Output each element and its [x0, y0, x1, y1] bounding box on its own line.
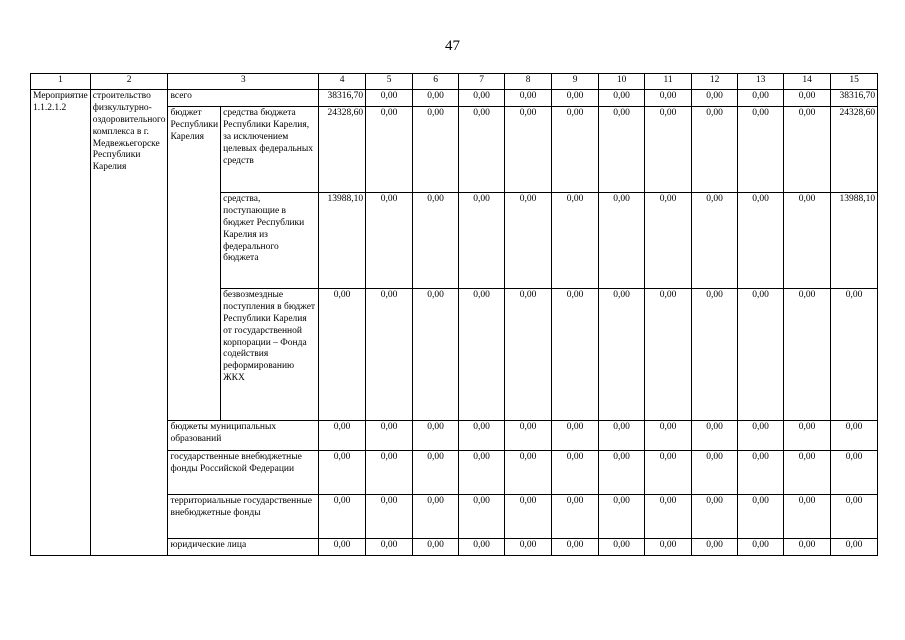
value-cell: 0,00 — [692, 107, 738, 193]
value-cell: 0,00 — [459, 451, 505, 495]
source-label: безвозмездные поступления в бюджет Республики Карелия от государственной корпорации – Фонда содействия реформированию ЖКХ — [221, 289, 319, 421]
value-cell: 0,00 — [505, 451, 552, 495]
value-cell: 0,00 — [738, 289, 784, 421]
value-cell: 0,00 — [738, 193, 784, 289]
value-cell: 38316,70 — [831, 90, 878, 107]
value-cell: 0,00 — [784, 90, 831, 107]
header-cell: 9 — [552, 74, 599, 90]
value-cell: 0,00 — [505, 193, 552, 289]
value-cell: 0,00 — [599, 107, 645, 193]
page-number: 47 — [445, 38, 460, 54]
value-cell: 0,00 — [366, 289, 413, 421]
value-cell: 0,00 — [505, 495, 552, 539]
value-cell: 0,00 — [366, 107, 413, 193]
value-cell: 0,00 — [552, 451, 599, 495]
header-cell: 14 — [784, 74, 831, 90]
value-cell: 0,00 — [738, 421, 784, 451]
header-cell: 15 — [831, 74, 878, 90]
value-cell: 0,00 — [599, 289, 645, 421]
value-cell: 0,00 — [459, 539, 505, 556]
value-cell: 0,00 — [505, 539, 552, 556]
value-cell: 0,00 — [552, 193, 599, 289]
value-cell: 0,00 — [319, 495, 366, 539]
source-label: бюджеты муниципальных образований — [168, 421, 319, 451]
measure-cell: Мероприятие 1.1.2.1.2 — [31, 90, 91, 556]
value-cell: 0,00 — [692, 539, 738, 556]
header-cell: 8 — [505, 74, 552, 90]
source-label: территориальные государственные внебюджетные фонды — [168, 495, 319, 539]
description-cell: строительство физкультурно-оздоровительного комплекса в г. Медвежьегорске Республики Карелия — [90, 90, 168, 556]
value-cell: 0,00 — [645, 90, 692, 107]
header-cell: 3 — [168, 74, 319, 90]
value-cell: 0,00 — [552, 90, 599, 107]
value-cell: 0,00 — [413, 90, 459, 107]
value-cell: 0,00 — [738, 495, 784, 539]
source-label: юридические лица — [168, 539, 319, 556]
value-cell: 0,00 — [645, 495, 692, 539]
value-cell: 24328,60 — [319, 107, 366, 193]
value-cell: 0,00 — [413, 539, 459, 556]
value-cell: 0,00 — [692, 451, 738, 495]
value-cell: 0,00 — [692, 495, 738, 539]
value-cell: 0,00 — [599, 90, 645, 107]
source-label: средства бюджета Республики Карелия, за исключением целевых федеральных средств — [221, 107, 319, 193]
value-cell: 0,00 — [366, 193, 413, 289]
value-cell: 0,00 — [738, 107, 784, 193]
header-cell: 2 — [90, 74, 168, 90]
source-label: средства, поступающие в бюджет Республики Карелия из федерального бюджета — [221, 193, 319, 289]
header-cell: 13 — [738, 74, 784, 90]
value-cell: 0,00 — [366, 539, 413, 556]
budget-table — [30, 73, 878, 556]
value-cell: 0,00 — [784, 421, 831, 451]
value-cell: 0,00 — [645, 107, 692, 193]
value-cell: 0,00 — [692, 90, 738, 107]
value-cell: 0,00 — [599, 451, 645, 495]
value-cell: 0,00 — [459, 107, 505, 193]
header-cell: 7 — [459, 74, 505, 90]
value-cell: 0,00 — [413, 193, 459, 289]
header-cell: 5 — [366, 74, 413, 90]
value-cell: 0,00 — [599, 421, 645, 451]
source-label: государственные внебюджетные фонды Российской Федерации — [168, 451, 319, 495]
header-cell: 10 — [599, 74, 645, 90]
value-cell: 0,00 — [319, 421, 366, 451]
value-cell: 0,00 — [645, 289, 692, 421]
value-cell: 0,00 — [505, 421, 552, 451]
value-cell: 0,00 — [692, 193, 738, 289]
value-cell: 0,00 — [413, 421, 459, 451]
value-cell: 0,00 — [784, 495, 831, 539]
value-cell: 0,00 — [319, 289, 366, 421]
value-cell: 0,00 — [599, 495, 645, 539]
value-cell: 0,00 — [505, 107, 552, 193]
value-cell: 0,00 — [738, 90, 784, 107]
budget-rk-label: бюджет Республики Карелия — [168, 107, 221, 421]
value-cell: 0,00 — [552, 495, 599, 539]
value-cell: 0,00 — [413, 289, 459, 421]
value-cell: 0,00 — [738, 539, 784, 556]
value-cell: 0,00 — [599, 193, 645, 289]
value-cell: 0,00 — [366, 421, 413, 451]
header-cell: 11 — [645, 74, 692, 90]
value-cell: 0,00 — [784, 451, 831, 495]
value-cell: 0,00 — [366, 495, 413, 539]
value-cell: 0,00 — [552, 539, 599, 556]
header-cell: 1 — [31, 74, 91, 90]
value-cell: 24328,60 — [831, 107, 878, 193]
value-cell: 0,00 — [738, 451, 784, 495]
value-cell: 0,00 — [831, 539, 878, 556]
source-label: всего — [168, 90, 319, 107]
value-cell: 13988,10 — [319, 193, 366, 289]
value-cell: 13988,10 — [831, 193, 878, 289]
value-cell: 0,00 — [366, 451, 413, 495]
value-cell: 0,00 — [599, 539, 645, 556]
value-cell: 0,00 — [459, 495, 505, 539]
value-cell: 38316,70 — [319, 90, 366, 107]
value-cell: 0,00 — [552, 289, 599, 421]
value-cell: 0,00 — [831, 451, 878, 495]
value-cell: 0,00 — [645, 539, 692, 556]
value-cell: 0,00 — [645, 421, 692, 451]
value-cell: 0,00 — [831, 495, 878, 539]
value-cell: 0,00 — [319, 451, 366, 495]
table-header-row — [31, 74, 878, 90]
value-cell: 0,00 — [459, 90, 505, 107]
value-cell: 0,00 — [459, 289, 505, 421]
value-cell: 0,00 — [692, 421, 738, 451]
value-cell: 0,00 — [784, 539, 831, 556]
value-cell: 0,00 — [784, 193, 831, 289]
value-cell: 0,00 — [784, 107, 831, 193]
value-cell: 0,00 — [505, 90, 552, 107]
value-cell: 0,00 — [692, 289, 738, 421]
value-cell: 0,00 — [459, 193, 505, 289]
value-cell: 0,00 — [413, 107, 459, 193]
value-cell: 0,00 — [831, 289, 878, 421]
table-row — [31, 90, 878, 107]
value-cell: 0,00 — [784, 289, 831, 421]
value-cell: 0,00 — [505, 289, 552, 421]
value-cell: 0,00 — [413, 495, 459, 539]
value-cell: 0,00 — [645, 193, 692, 289]
header-cell: 4 — [319, 74, 366, 90]
value-cell: 0,00 — [552, 421, 599, 451]
header-cell: 6 — [413, 74, 459, 90]
value-cell: 0,00 — [645, 451, 692, 495]
value-cell: 0,00 — [831, 421, 878, 451]
value-cell: 0,00 — [413, 451, 459, 495]
header-cell: 12 — [692, 74, 738, 90]
value-cell: 0,00 — [319, 539, 366, 556]
value-cell: 0,00 — [459, 421, 505, 451]
value-cell: 0,00 — [366, 90, 413, 107]
value-cell: 0,00 — [552, 107, 599, 193]
